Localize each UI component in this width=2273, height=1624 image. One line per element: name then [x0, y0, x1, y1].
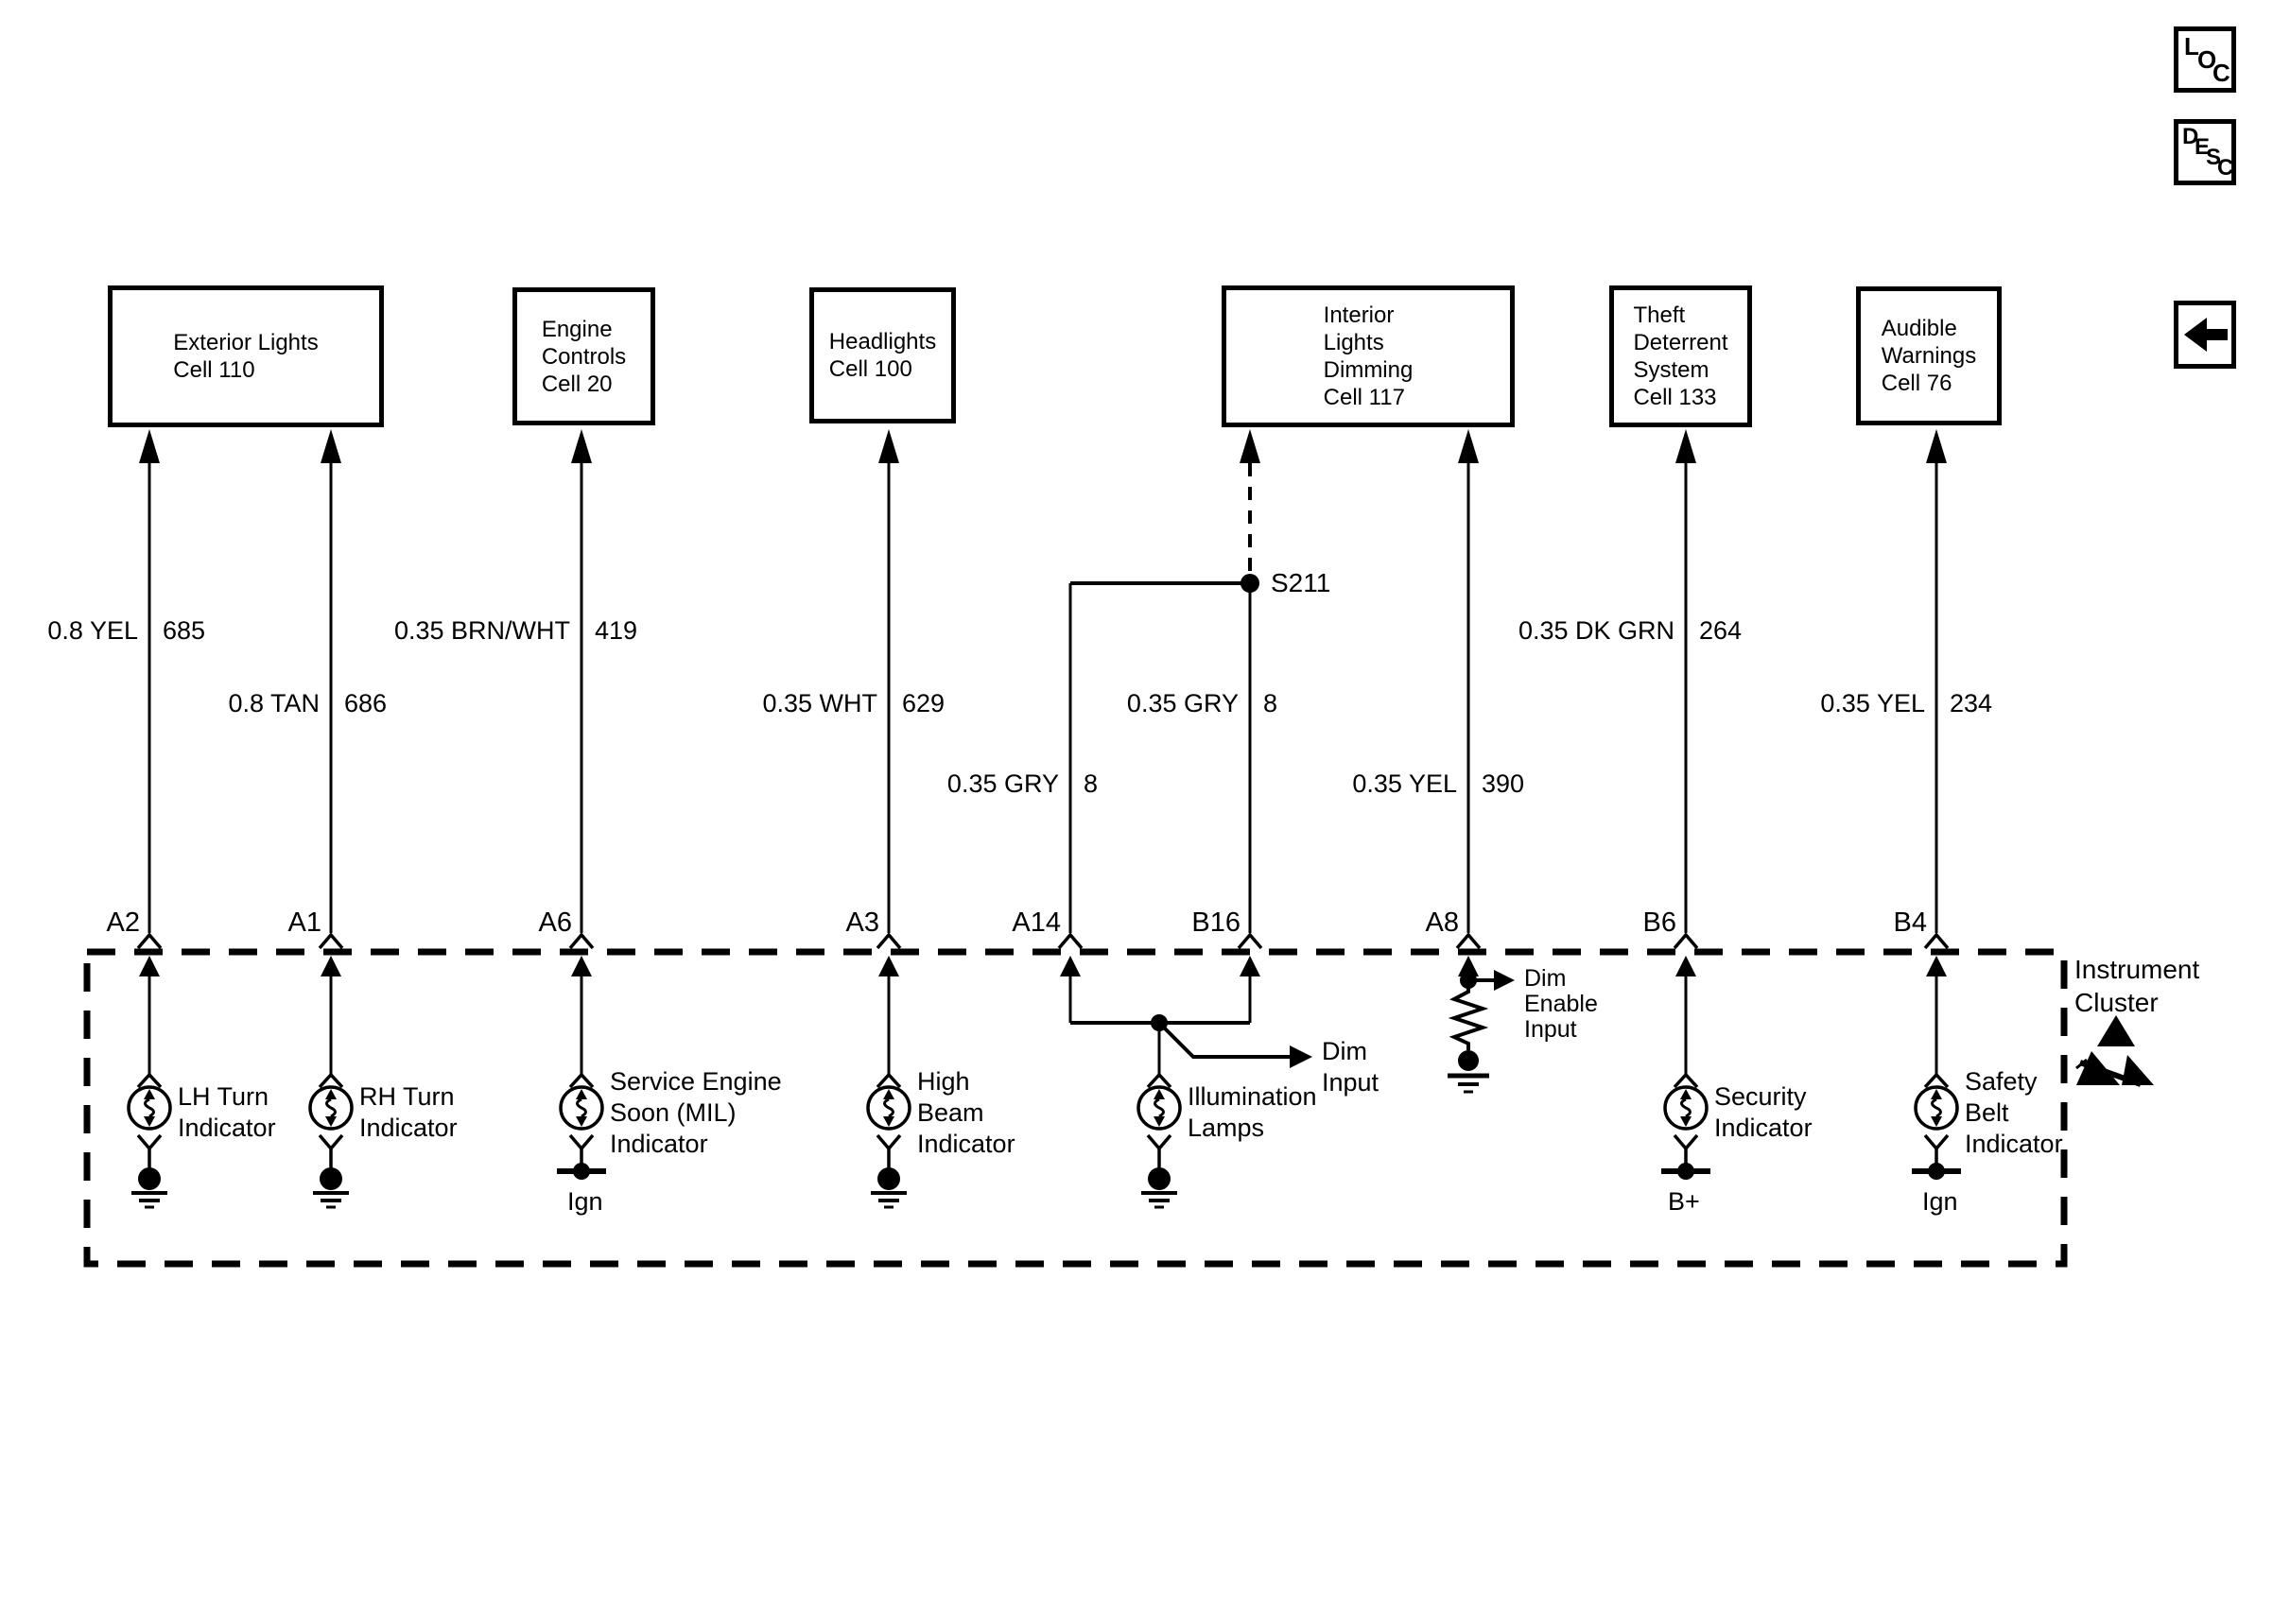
- wire-circuit-number: 629: [902, 689, 946, 717]
- dim-enable-line: Input: [1524, 1016, 1577, 1043]
- lamp-security-indicator: [1661, 1075, 1710, 1180]
- dim-input-branch: [1159, 1023, 1312, 1068]
- wire-circuit-number: 234: [1950, 689, 1993, 717]
- resistor-symbol: [1454, 987, 1483, 1050]
- component-label-line: Indicator: [178, 1114, 276, 1142]
- back-button[interactable]: [2174, 301, 2236, 369]
- cell-box-theft-deterrent: [1609, 285, 1752, 427]
- dim-enable-line: Dim: [1524, 965, 1567, 992]
- wire-label: 0.35 WHT: [762, 689, 877, 717]
- pin-label-b4: B4: [1893, 907, 1927, 938]
- wire-a8-graphic: [1458, 429, 1479, 933]
- pin-label-a6: A6: [538, 907, 572, 938]
- component-label-line: Safety: [1965, 1067, 2038, 1096]
- cell-title-line: Warnings: [1881, 343, 1977, 369]
- component-label-line: Indicator: [1965, 1130, 2063, 1158]
- component-label-line: Beam: [917, 1098, 984, 1127]
- dim-enable-branch: [1448, 970, 1515, 1092]
- terminal-label-bplus: B+: [1668, 1187, 1700, 1216]
- wire-a3-graphic: [878, 429, 899, 933]
- dim-enable-input-label: [1524, 966, 1598, 1043]
- loc-letter: C: [2212, 59, 2230, 87]
- instrument-cluster-line: Instrument: [2074, 955, 2200, 984]
- lamp-lh-turn-indicator: [129, 1075, 170, 1207]
- cell-title-line: Cell 76: [1881, 371, 1952, 396]
- wire-circuit-number: 390: [1482, 769, 1525, 798]
- component-label-illumination: [1188, 1081, 1317, 1144]
- component-label-line: Indicator: [917, 1130, 1015, 1158]
- pin-label-a3: A3: [845, 907, 879, 938]
- component-label-mil: [610, 1066, 782, 1160]
- component-label-security: [1714, 1081, 1813, 1144]
- cell-box-interior-lights-dimming: [1222, 285, 1515, 427]
- component-label-line: Lamps: [1188, 1114, 1265, 1142]
- wire-circuit-number: 8: [1263, 689, 1278, 717]
- cell-box-exterior-lights: [108, 285, 384, 427]
- wire-circuit-number: 686: [344, 689, 388, 717]
- cell-title-line: Cell 110: [173, 357, 255, 383]
- desc-button[interactable]: [2174, 119, 2236, 185]
- cluster-inner-wiring: [149, 975, 1936, 1074]
- cell-box-audible-warnings: [1856, 286, 2002, 425]
- component-label-high-beam: [917, 1066, 1015, 1160]
- wire-circuit-number: 685: [163, 616, 206, 645]
- wire-circuit-number: 419: [595, 616, 638, 645]
- desc-letter: S: [2206, 145, 2222, 170]
- cell-title-line: Headlights: [828, 329, 937, 354]
- wire-label: 0.35 YEL: [1352, 769, 1457, 798]
- lamp-mil-indicator: [557, 1075, 606, 1180]
- cell-title-line: Exterior Lights: [173, 330, 319, 355]
- component-label-line: Indicator: [359, 1114, 458, 1142]
- component-label-line: LH Turn: [178, 1082, 269, 1111]
- pin-label-a1: A1: [287, 907, 321, 938]
- cell-title-line: Cell 20: [541, 371, 613, 397]
- dim-input-label: [1322, 1036, 1379, 1098]
- dim-input-line: Dim: [1322, 1037, 1367, 1065]
- wire-circuit-number: 264: [1699, 616, 1743, 645]
- lamp-illumination-lamps: [1138, 1075, 1180, 1207]
- cluster-connector-symbols: [138, 935, 1948, 976]
- desc-letter: C: [2217, 155, 2234, 181]
- component-label-line: Indicator: [610, 1130, 708, 1158]
- cell-title-line: Engine: [541, 316, 613, 342]
- cell-title-line: Cell 133: [1633, 385, 1717, 410]
- component-label-rh-turn: [359, 1081, 458, 1144]
- wire-b6-graphic: [1675, 429, 1696, 933]
- wire-label: 0.35 GRY: [1126, 689, 1239, 717]
- splice-label: S211: [1271, 568, 1331, 597]
- terminal-label-ign: Ign: [567, 1187, 603, 1216]
- cell-title-line: Dimming: [1323, 357, 1414, 383]
- esd-warning-icon: [2076, 1015, 2154, 1085]
- instrument-cluster-line: Cluster: [2074, 988, 2159, 1017]
- component-label-line: High: [917, 1067, 970, 1096]
- lamp-rh-turn-indicator: [310, 1075, 352, 1207]
- loc-letter: O: [2197, 45, 2217, 74]
- left-arrow-icon: [2178, 305, 2231, 364]
- cell-title-line: Controls: [541, 343, 627, 370]
- instrument-cluster-label: [2074, 953, 2199, 1019]
- component-label-line: Indicator: [1714, 1114, 1813, 1142]
- cell-title-line: Lights: [1323, 330, 1384, 355]
- splice-s211-graphic: [1240, 429, 1260, 593]
- component-label-line: Service Engine: [610, 1067, 782, 1096]
- component-label-lh-turn: [178, 1081, 276, 1144]
- wire-label: 0.8 TAN: [228, 689, 320, 717]
- cell-title-line: Theft: [1633, 302, 1686, 328]
- component-label-safety-belt: [1965, 1066, 2063, 1160]
- desc-letter: E: [2195, 134, 2211, 160]
- dim-input-line: Input: [1322, 1068, 1379, 1097]
- pin-label-a8: A8: [1425, 907, 1459, 938]
- loc-button[interactable]: [2174, 26, 2236, 93]
- component-label-line: Security: [1714, 1082, 1807, 1111]
- pin-label-a2: A2: [106, 907, 140, 938]
- cell-title-line: System: [1633, 357, 1709, 383]
- wire-a2-graphic: [139, 429, 160, 933]
- wire-b4-graphic: [1926, 429, 1947, 933]
- cell-title-line: Interior: [1323, 302, 1395, 328]
- cell-box-engine-controls: [512, 287, 655, 425]
- terminal-label-ign2: Ign: [1922, 1187, 1958, 1216]
- wire-label: 0.35 YEL: [1820, 689, 1925, 717]
- cell-title-line: Deterrent: [1633, 330, 1728, 355]
- lamp-high-beam-indicator: [868, 1075, 910, 1207]
- component-label-line: Soon (MIL): [610, 1098, 737, 1127]
- wire-a6-graphic: [571, 429, 592, 933]
- wire-label: 0.35 BRN/WHT: [393, 616, 570, 645]
- wire-label: 0.8 YEL: [47, 616, 138, 645]
- wire-circuit-number: 8: [1084, 769, 1099, 798]
- wire-label: 0.35 DK GRN: [1518, 616, 1674, 645]
- cell-title-line: Cell 117: [1323, 385, 1405, 410]
- desc-letter: D: [2182, 124, 2199, 149]
- pin-label-b6: B6: [1642, 907, 1676, 938]
- pin-label-b16: B16: [1191, 907, 1241, 938]
- cell-title-line: Cell 100: [828, 356, 912, 382]
- cell-title-line: Audible: [1881, 316, 1957, 341]
- wire-a14-graphic: [1070, 583, 1250, 933]
- loc-letter: L: [2184, 32, 2199, 60]
- component-label-line: RH Turn: [359, 1082, 455, 1111]
- cell-box-headlights: [809, 287, 956, 423]
- component-label-line: Belt: [1965, 1098, 2009, 1127]
- lamp-safety-belt-indicator: [1912, 1075, 1961, 1180]
- wire-label: 0.35 GRY: [946, 769, 1059, 798]
- component-label-line: Illumination: [1188, 1082, 1317, 1111]
- dim-enable-line: Enable: [1524, 991, 1598, 1017]
- pin-label-a14: A14: [1012, 907, 1061, 938]
- wire-a1-graphic: [321, 429, 341, 933]
